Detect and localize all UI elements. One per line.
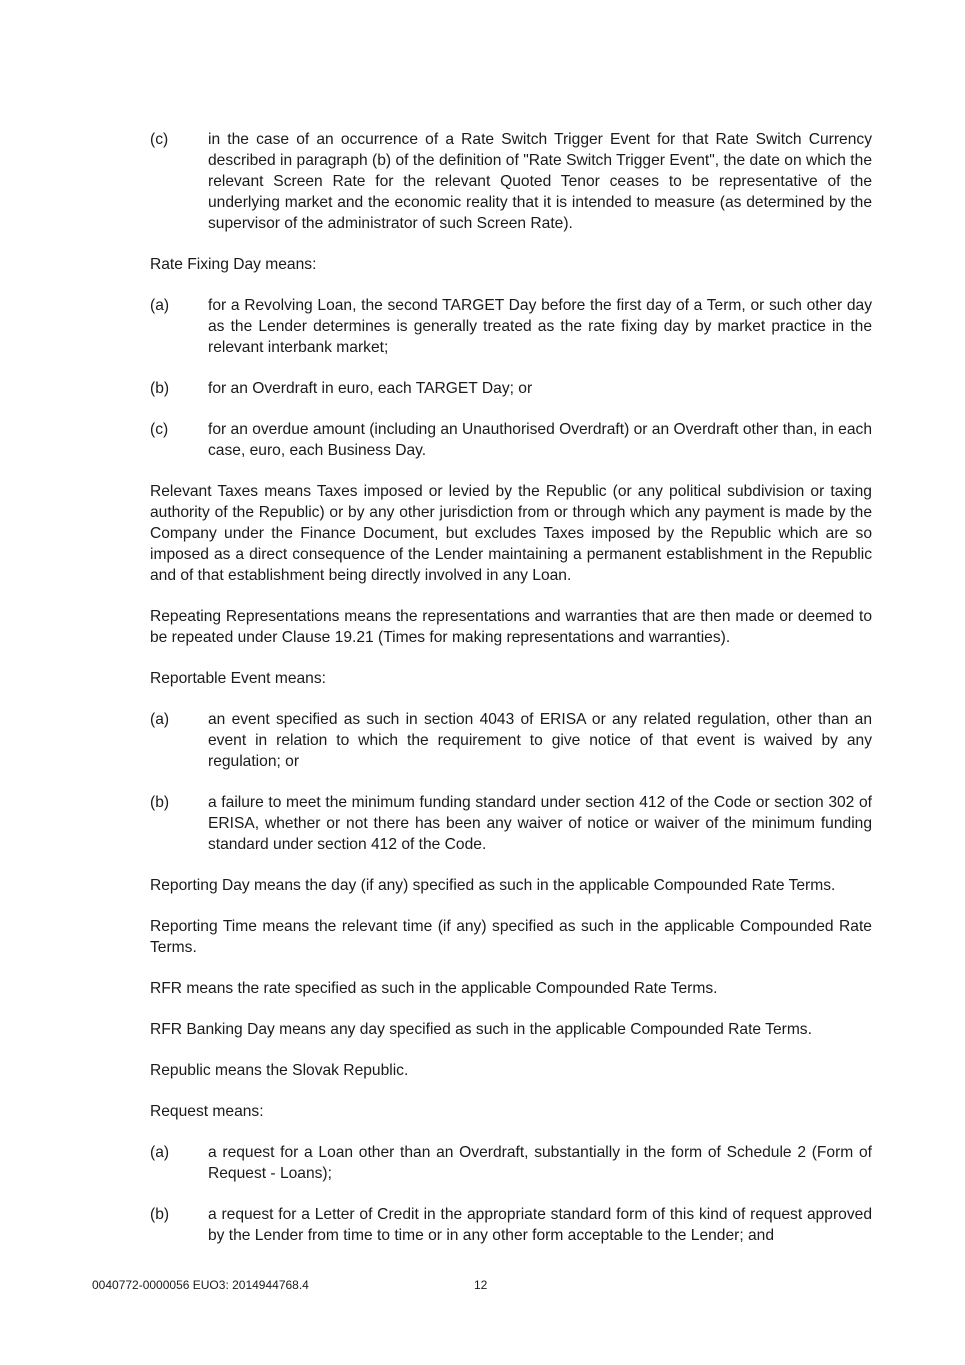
definition-reporting-day — [150, 875, 872, 896]
definition-request — [150, 1101, 872, 1122]
item-text: a request for a Letter of Credit in the appropriate standard form of this kind of request approved by the Lender from time to time or in any other form acceptable to the Lender; and — [208, 1206, 872, 1244]
definition-text: means: — [260, 256, 317, 273]
definition-rfr-banking-day — [150, 1019, 872, 1040]
definition-text: means any day specified as such in the applicable Compounded Rate Terms. — [274, 1021, 812, 1038]
defined-term: Rate Fixing Day — [150, 256, 261, 273]
list-item — [150, 295, 872, 358]
definition-text: means the relevant time (if any) specified as such in the applicable Compounded Rate Terms. — [150, 918, 872, 956]
item-label: (a) — [150, 1144, 170, 1161]
list-item — [150, 1204, 872, 1246]
definition-rfr — [150, 978, 872, 999]
definition-text: means the Slovak Republic. — [210, 1062, 409, 1079]
defined-term: Reporting Day — [150, 877, 250, 894]
definition-text: means the rate specified as such in the applicable Compounded Rate Terms. — [182, 980, 718, 997]
defined-term: Reportable Event — [150, 670, 271, 687]
definition-text: means the day (if any) specified as such in the applicable Compounded Rate Terms. — [249, 877, 836, 894]
definition-republic — [150, 1060, 872, 1081]
defined-term: Reporting Time — [150, 918, 257, 935]
defined-term: RFR Banking Day — [150, 1021, 275, 1038]
item-text: a failure to meet the minimum funding standard under section 412 of the Code or section 302 of ERISA, whether or not there has been any waiver of notice or waiver of the minimum funding standard under section 412 of the Code. — [208, 794, 872, 853]
defined-term: Repeating Representations — [150, 608, 340, 625]
item-text: for a Revolving Loan, the second TARGET Day before the first day of a Term, or such other day as the Lender determines is generally treated as the rate fixing day by market practice in the relevant interbank market; — [208, 297, 872, 356]
list-item — [150, 419, 872, 461]
definition-text: means Taxes imposed or levied by the Republic (or any political subdivision or taxing authority of the Republic) or by any other jurisdiction from or through which any payment is made by the Company under the Finance Document, but excludes Taxes imposed by the Republic which are so imposed as a direct consequence of the Lender maintaining a permanent establishment in the Republic and of that establishment being directly involved in any Loan. — [150, 483, 872, 584]
item-text: an event specified as such in section 4043 of ERISA or any related regulation, other than an event in relation to which the requirement to give notice of that event is waived by any regulation; or — [208, 711, 872, 770]
defined-term: Republic — [150, 1062, 211, 1079]
item-label: (a) — [150, 711, 170, 728]
item-text: for an Overdraft in euro, each TARGET Day; or — [208, 380, 533, 397]
footer-doc-ref: 0040772-0000056 EUO3: 2014944768.4 — [92, 1278, 309, 1292]
list-item — [150, 709, 872, 772]
item-text: for an overdue amount (including an Unauthorised Overdraft) or an Overdraft other than, in each case, euro, each Business Day. — [208, 421, 872, 459]
definition-relevant-taxes — [150, 481, 872, 586]
definition-reporting-time — [150, 916, 872, 958]
item-label: (b) — [150, 794, 170, 811]
page-body — [150, 129, 872, 1266]
item-label: (c) — [150, 421, 169, 438]
item-text: a request for a Loan other than an Overdraft, substantially in the form of Schedule 2 (Form of Request - Loans); — [208, 1144, 872, 1182]
definition-reportable-event — [150, 668, 872, 689]
defined-term: Request — [150, 1103, 209, 1120]
defined-term: RFR — [150, 980, 183, 997]
definition-text: means the representations and warranties that are then made or deemed to be repeated under Clause 19.21 (Times for making representations and warranties). — [150, 608, 872, 646]
definition-repeating-representations — [150, 606, 872, 648]
list-item — [150, 792, 872, 855]
defined-term: Relevant Taxes — [150, 483, 259, 500]
definition-text: means: — [270, 670, 326, 687]
definition-rate-fixing-day — [150, 254, 872, 275]
item-label: (c) — [150, 131, 169, 148]
definition-text: means: — [208, 1103, 264, 1120]
list-item — [150, 378, 872, 399]
footer-page-number: 12 — [474, 1278, 488, 1292]
item-text: in the case of an occurrence of a Rate Switch Trigger Event for that Rate Switch Currency described in paragraph (b) of the definition of "Rate Switch Trigger Event", the date on which the relevant Screen Rate for the relevant Quoted Tenor ceases to be representative of the underlying market and the economic reality that it is intended to measure (as determined by the supervisor of the administrator of such Screen Rate). — [208, 131, 872, 232]
item-label: (a) — [150, 297, 170, 314]
list-item — [150, 1142, 872, 1184]
item-label: (b) — [150, 1206, 170, 1223]
list-item — [150, 129, 872, 234]
item-label: (b) — [150, 380, 170, 397]
